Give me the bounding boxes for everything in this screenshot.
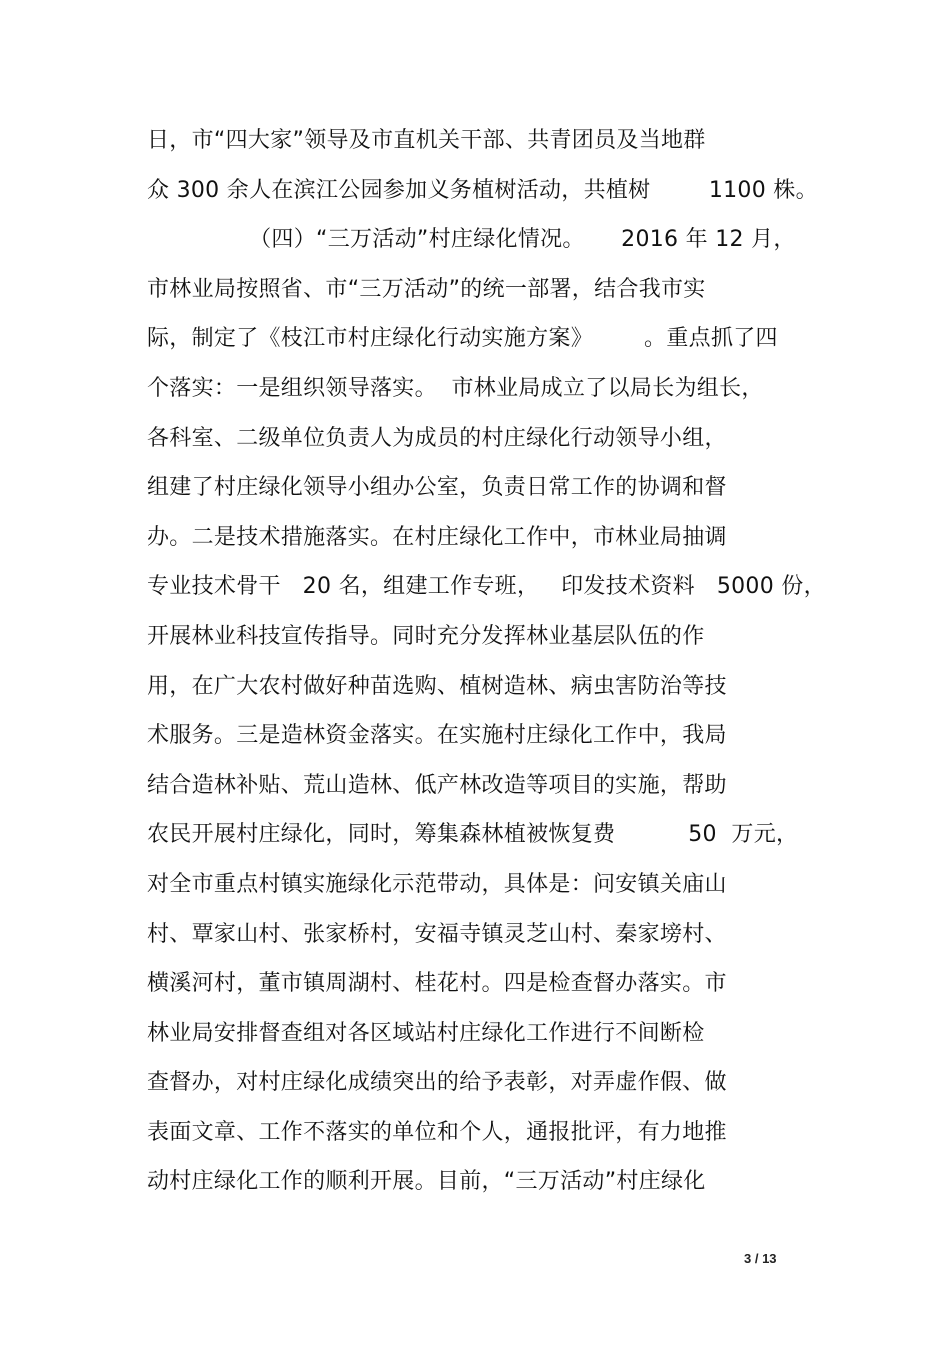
page-number: 3 / 13	[744, 1251, 777, 1266]
text-line-21: 表面文章、工作不落实的单位和个人，通报批评，有力地推	[147, 1119, 727, 1145]
text-line-7: 各科室、二级单位负责人为成员的村庄绿化行动领导小组，	[147, 425, 727, 451]
text-line-11: 开展林业科技宣传指导。同时充分发挥林业基层队伍的作	[147, 623, 705, 649]
text-line-4: 市林业局按照省、市“三万活动”的统一部署，结合我市实	[147, 276, 706, 302]
text-line-5: 际，制定了《枝江市村庄绿化行动实施方案》 。重点抓了四	[147, 326, 778, 352]
text-line-22: 动村庄绿化工作的顺利开展。目前，“三万活动”村庄绿化	[147, 1169, 706, 1195]
text-line-12: 用，在广大农村做好种苗选购、植树造林、病虫害防治等技	[147, 673, 727, 699]
body-text	[147, 124, 847, 1215]
text-line-20: 查督办，对村庄绿化成绩突出的给予表彰，对弄虚作假、做	[147, 1070, 727, 1096]
text-line-3: （四）“三万活动”村庄绿化情况。 2016 年 12 月，	[147, 227, 796, 253]
text-line-1: 日，市“四大家”领导及市直机关干部、共青团员及当地群	[147, 128, 706, 153]
text-line-19: 林业局安排督查组对各区域站村庄绿化工作进行不间断检	[147, 1020, 705, 1046]
text-line-10: 专业技术骨干 20 名，组建工作专班， 印发技术资料 5000 份，	[147, 574, 826, 600]
text-line-15: 农民开展村庄绿化，同时，筹集森林植被恢复费 50 万元，	[147, 822, 799, 848]
text-line-18: 横溪河村，董市镇周湖村、桂花村。四是检查督办落实。市	[147, 971, 727, 997]
text-line-6: 个落实：一是组织领导落实。 市林业局成立了以局长为组长，	[147, 375, 764, 401]
text-line-16: 对全市重点村镇实施绿化示范带动，具体是：问安镇关庙山	[147, 871, 727, 897]
text-line-14: 结合造林补贴、荒山造林、低产林改造等项目的实施，帮助	[147, 772, 727, 798]
text-line-9: 办。二是技术措施落实。在村庄绿化工作中，市林业局抽调	[147, 524, 727, 550]
text-line-13: 术服务。三是造林资金落实。在实施村庄绿化工作中，我局	[147, 723, 727, 749]
text-line-8: 组建了村庄绿化领导小组办公室，负责日常工作的协调和督	[147, 475, 727, 501]
text-line-17: 村、覃家山村、张家桥村，安福寺镇灵芝山村、秦家塝村、	[147, 921, 727, 947]
text-line-2: 众 300 余人在滨江公园参加义务植树活动，共植树 1100 株。	[147, 177, 818, 203]
